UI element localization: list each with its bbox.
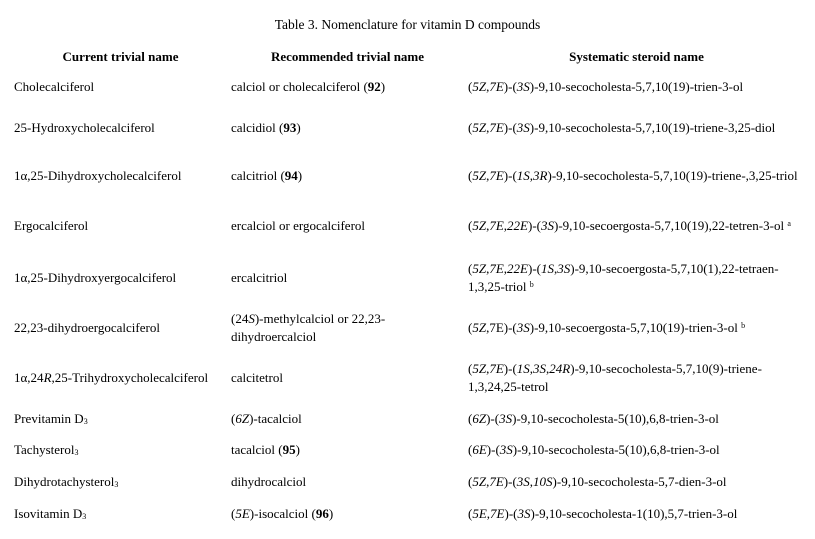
text-segment: )-9,10-secocholesta-5,7,10(19)-triene-3,25-diol [529, 120, 776, 135]
text-segment: calcitetrol [231, 370, 283, 385]
current-trivial-name-cell [12, 466, 229, 498]
text-segment: (24 [231, 311, 249, 326]
text-segment: )-( [504, 506, 518, 521]
recommended-trivial-name-cell [229, 352, 466, 404]
text-segment: ) [297, 168, 303, 183]
text-segment: )-isocalciol ( [249, 506, 316, 521]
table-row [12, 200, 807, 252]
text-segment: 3S [499, 411, 513, 426]
text-segment: 7E [490, 506, 505, 521]
text-segment: calcitriol ( [231, 168, 285, 183]
recommended-trivial-name-cell [229, 152, 466, 200]
text-segment: ( [231, 506, 236, 521]
recommended-trivial-name-cell [229, 104, 466, 152]
text-segment: 7E [489, 168, 504, 183]
text-segment: dihydrocalciol [231, 474, 307, 489]
text-segment: 25-Hydroxycholecalciferol [14, 120, 155, 135]
text-segment: , [529, 361, 534, 376]
text-segment: , [503, 261, 508, 276]
text-segment: 5Z [472, 168, 487, 183]
text-segment: 1S [540, 261, 554, 276]
text-segment: 22,23-dihydroergocalciferol [14, 320, 160, 335]
table-row [12, 404, 807, 434]
text-segment: 3S [533, 361, 547, 376]
text-segment: )-( [503, 120, 517, 135]
text-segment: 3S [557, 261, 571, 276]
text-segment: , [486, 79, 490, 94]
text-segment: 5Z [472, 320, 487, 335]
text-segment: 5Z [472, 474, 487, 489]
text-segment: , [529, 168, 534, 183]
text-segment: )-9,10-secocholesta-1(10),5,7-trien-3-ol [530, 506, 738, 521]
text-segment: 3S [517, 506, 531, 521]
text-segment: ( [468, 320, 473, 335]
text-segment: 93 [283, 120, 297, 135]
text-segment: 3S [540, 218, 554, 233]
text-segment: , [486, 218, 490, 233]
text-segment: 96 [315, 506, 329, 521]
text-segment: )-tacalciol [249, 411, 302, 426]
header-systematic-steroid-name: Systematic steroid name [569, 49, 704, 64]
text-segment: 5Z [472, 79, 487, 94]
text-segment: )-9,10-secocholesta-5,7-dien-3-ol [552, 474, 727, 489]
text-segment: 3S [516, 320, 530, 335]
text-segment: 5E [235, 506, 250, 521]
text-segment: 22E [507, 261, 528, 276]
table-row [12, 104, 807, 152]
text-segment: Ergocalciferol [14, 218, 89, 233]
text-segment: , [553, 261, 558, 276]
text-segment: )-( [486, 442, 500, 457]
current-trivial-name-cell [12, 434, 229, 466]
text-segment: )-9,10-secocholesta-5,7,10(19)-trien-3-ol [529, 79, 744, 94]
text-segment: , [503, 218, 508, 233]
text-segment: , [546, 361, 550, 376]
text-segment: )-9,10-secoergosta-5,7,10(19),22-tetren-3-ol [553, 218, 788, 233]
systematic-steroid-name-cell [466, 104, 807, 152]
table-body [12, 70, 807, 530]
text-segment: , [486, 474, 490, 489]
text-segment: )-( [503, 168, 517, 183]
text-segment: 94 [284, 168, 298, 183]
text-segment: 5Z [472, 120, 487, 135]
text-segment: )-( [486, 411, 500, 426]
table-caption: Table 3. Nomenclature for vitamin D compounds [274, 17, 541, 32]
table-row [12, 352, 807, 404]
text-segment: 6E [472, 442, 487, 457]
text-segment: ( [468, 79, 473, 94]
text-segment: 92 [367, 79, 381, 94]
text-segment: b [529, 280, 534, 289]
text-segment: ) [295, 442, 300, 457]
text-segment: ( [468, 474, 473, 489]
text-segment: 7E [489, 474, 504, 489]
systematic-steroid-name-cell [466, 434, 807, 466]
systematic-steroid-name-cell [466, 200, 807, 252]
systematic-steroid-name-cell [466, 352, 807, 404]
text-segment: Cholecalciferol [14, 79, 95, 94]
current-trivial-name-cell [12, 152, 229, 200]
text-segment: , [486, 361, 490, 376]
text-segment: R [43, 370, 52, 385]
text-segment: )-methylcalciol or 22,23-dihydroercalciol [231, 311, 386, 344]
text-segment: calciol or cholecalciferol ( [231, 79, 368, 94]
text-segment: 7E [489, 120, 504, 135]
text-segment: ( [468, 442, 473, 457]
text-segment: )-( [527, 218, 541, 233]
text-segment: 7E [489, 79, 504, 94]
text-segment: ( [468, 168, 473, 183]
text-segment: 3R [533, 168, 548, 183]
text-segment: ercalcitriol [231, 270, 288, 285]
recommended-trivial-name-cell [229, 404, 466, 434]
text-segment: ,7E)-( [486, 320, 517, 335]
text-segment: ( [468, 411, 473, 426]
text-segment: b [741, 321, 746, 330]
text-segment: 1α,24 [14, 370, 44, 385]
text-segment: ercalciol or ergocalciferol [231, 218, 366, 233]
recommended-trivial-name-cell [229, 304, 466, 352]
systematic-steroid-name-cell [466, 466, 807, 498]
systematic-steroid-name-cell [466, 70, 807, 104]
text-segment: Previtamin D [14, 411, 84, 426]
text-segment: )-9,10-secoergosta-5,7,10(19)-trien-3-ol [529, 320, 742, 335]
text-segment: 1S [516, 361, 530, 376]
systematic-steroid-name-cell [466, 498, 807, 530]
text-segment: 3S [516, 79, 530, 94]
systematic-steroid-name-cell [466, 404, 807, 434]
text-segment: calcidiol ( [231, 120, 284, 135]
text-segment: 7E [489, 261, 504, 276]
current-trivial-name-cell [12, 70, 229, 104]
text-segment: )-9,10-secocholesta-5,7,10(9)-triene-1,3,24,25-tetrol [468, 361, 762, 394]
text-segment: 10S [533, 474, 553, 489]
text-segment: , [529, 474, 534, 489]
table-row [12, 152, 807, 200]
text-segment: 3S [516, 120, 530, 135]
text-segment: )-9,10-secoergosta-5,7,10(1),22-tetraen-1,3,25-triol [468, 261, 779, 294]
current-trivial-name-cell [12, 498, 229, 530]
text-segment: , [486, 120, 490, 135]
current-trivial-name-cell [12, 200, 229, 252]
text-segment: 24R [549, 361, 571, 376]
text-segment: ,25-Trihydroxycholecalciferol [51, 370, 209, 385]
header-recommended-trivial-name: Recommended trivial name [270, 49, 425, 64]
text-segment: 6Z [235, 411, 250, 426]
table-row [12, 252, 807, 304]
recommended-trivial-name-cell [229, 252, 466, 304]
text-segment: 5E [472, 506, 487, 521]
text-segment: 6Z [472, 411, 487, 426]
current-trivial-name-cell [12, 352, 229, 404]
recommended-trivial-name-cell [229, 70, 466, 104]
current-trivial-name-cell [12, 404, 229, 434]
text-segment: )-9,10-secocholesta-5(10),6,8-trien-3-ol [512, 411, 719, 426]
recommended-trivial-name-cell [229, 434, 466, 466]
current-trivial-name-cell [12, 252, 229, 304]
text-segment: 5Z [472, 261, 487, 276]
text-segment: Tachysterol [14, 442, 75, 457]
text-segment: ( [468, 261, 473, 276]
current-trivial-name-cell [12, 104, 229, 152]
text-segment: 95 [282, 442, 296, 457]
text-segment: Dihydrotachysterol [14, 474, 115, 489]
text-segment: tacalciol ( [231, 442, 283, 457]
text-segment: 22E [507, 218, 528, 233]
recommended-trivial-name-cell [229, 466, 466, 498]
table-row [12, 498, 807, 530]
text-segment: a [787, 219, 791, 228]
table-row [12, 434, 807, 466]
table-row [12, 466, 807, 498]
text-segment: 7E [489, 361, 504, 376]
text-segment: ( [231, 411, 236, 426]
text-segment: 1α,25-Dihydroxyergocalciferol [14, 270, 177, 285]
nomenclature-table [12, 44, 807, 530]
text-segment: 5Z [472, 361, 487, 376]
text-segment: Isovitamin D [14, 506, 83, 521]
recommended-trivial-name-cell [229, 200, 466, 252]
text-segment: , [486, 261, 490, 276]
recommended-trivial-name-cell [229, 498, 466, 530]
text-segment: ( [468, 218, 473, 233]
text-segment: ) [380, 79, 386, 94]
text-segment: 3 [74, 448, 79, 457]
text-segment: S [248, 311, 255, 326]
text-segment: 3 [82, 512, 87, 521]
text-segment: ( [468, 506, 473, 521]
text-segment: ) [328, 506, 334, 521]
text-segment: )-9,10-secocholesta-5,7,10(19)-triene-,3,25-triol [547, 168, 798, 183]
text-segment: , [486, 168, 490, 183]
text-segment: )-( [527, 261, 541, 276]
text-segment: ( [468, 361, 473, 376]
text-segment: 1α,25-Dihydroxycholecalciferol [14, 168, 182, 183]
text-segment: 1S [516, 168, 530, 183]
current-trivial-name-cell [12, 304, 229, 352]
table-row [12, 70, 807, 104]
text-segment: ) [296, 120, 301, 135]
systematic-steroid-name-cell [466, 252, 807, 304]
systematic-steroid-name-cell [466, 304, 807, 352]
text-segment: 5Z [472, 218, 487, 233]
text-segment: 3S [499, 442, 513, 457]
text-segment: )-( [503, 361, 517, 376]
text-segment: )-( [503, 79, 517, 94]
text-segment: )-( [503, 474, 517, 489]
text-segment: 7E [489, 218, 504, 233]
text-segment: 3 [114, 480, 119, 489]
table-row [12, 304, 807, 352]
systematic-steroid-name-cell [466, 152, 807, 200]
header-current-trivial-name: Current trivial name [62, 49, 179, 64]
text-segment: 3S [516, 474, 530, 489]
text-segment: 3 [83, 417, 88, 426]
header-row [12, 44, 807, 70]
text-segment: )-9,10-secocholesta-5(10),6,8-trien-3-ol [512, 442, 720, 457]
text-segment: ( [468, 120, 473, 135]
text-segment: , [486, 506, 491, 521]
